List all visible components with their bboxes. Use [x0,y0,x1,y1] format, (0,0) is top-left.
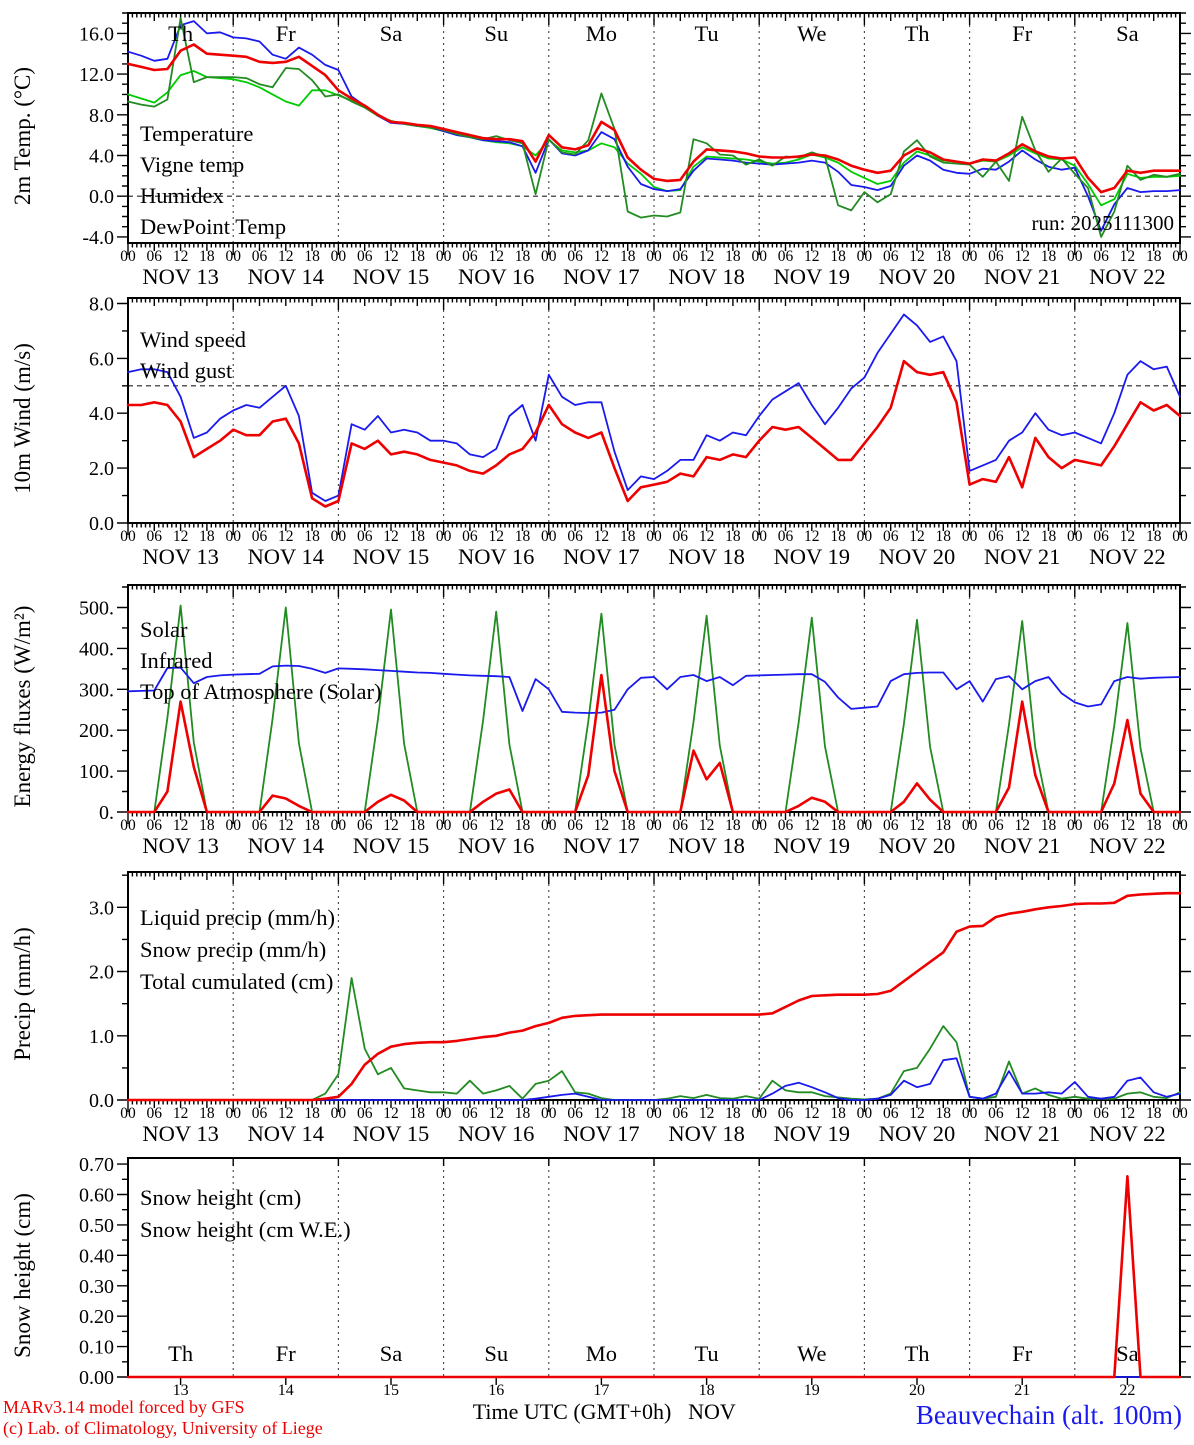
y-tick-label: 0.0 [89,1090,114,1112]
hour-label: 12 [698,1105,715,1122]
hour-label: 06 [251,248,268,265]
hour-label: 18 [409,248,426,265]
hour-label: 06 [988,817,1004,834]
hour-label: 00 [1172,528,1188,545]
hour-label: 06 [1093,528,1109,545]
hour-label: 06 [462,1105,478,1122]
hour-label: 12 [488,1105,504,1122]
hour-label: 12 [488,528,504,545]
y-tick-label: 2.0 [89,458,114,481]
hour-label: 18 [830,1105,846,1122]
hour-label: 06 [567,528,583,545]
y-axis-title-temperature: 2m Temp. (°C) [10,66,35,206]
hour-label: 12 [383,1105,399,1122]
hour-label: 18 [199,248,215,265]
hour-label: 12 [383,528,399,545]
hour-label: 00 [330,817,347,834]
date-label: NOV 21 [983,1121,1061,1146]
day-number: 14 [277,1382,294,1399]
day-number: 15 [383,1382,399,1399]
hour-label: 12 [698,528,715,545]
hour-label: 18 [725,248,741,265]
hour-label: 12 [488,817,504,834]
hour-label: 06 [777,248,794,265]
hour-label: 12 [698,817,715,834]
legend-snow-precip: Snow precip (mm/h) [140,937,327,962]
legend-wind-speed: Wind speed [140,327,246,352]
hour-label: 00 [541,1105,557,1122]
hour-label: 06 [882,817,899,834]
y-tick-label: 0.70 [79,1154,114,1177]
hour-label: 00 [856,1105,873,1122]
model-credit-line1: MARv3.14 model forced by GFS [3,1397,245,1417]
hour-label: 12 [804,817,820,834]
hour-label: 06 [462,248,478,265]
day-name: Mo [585,21,618,46]
hour-label: 00 [435,817,452,834]
hour-label: 06 [567,817,583,834]
hour-label: 00 [120,1105,136,1122]
panel-frame-wind [128,298,1180,523]
y-tick-label: 1.0 [89,1025,114,1048]
hour-label: 12 [804,248,820,265]
hour-label: 12 [383,817,399,834]
date-label: NOV 19 [773,544,851,569]
hour-label: 00 [225,817,241,834]
date-label: NOV 16 [457,264,535,289]
y-axis-title-wind: 10m Wind (m/s) [10,343,35,494]
hour-label: 06 [356,817,373,834]
y-tick-label: 12.0 [79,64,114,87]
hour-label: 18 [199,817,215,834]
legend-vigne-temp: Vigne temp [140,152,245,177]
hour-label: 12 [1014,1105,1030,1122]
y-tick-label: 400. [79,638,114,661]
hour-label: 12 [488,248,504,265]
hour-label: 00 [120,817,136,834]
date-label: NOV 16 [457,544,535,569]
hour-label: 12 [383,248,399,265]
hour-label: 06 [251,528,268,545]
day-number: 19 [803,1382,820,1399]
hour-label: 18 [619,248,636,265]
hour-label: 12 [1119,817,1136,834]
hour-label: 12 [1014,248,1030,265]
hour-label: 06 [1093,817,1109,834]
hour-label: 18 [725,817,741,834]
day-name: Fr [275,1341,296,1366]
date-label: NOV 15 [352,833,430,858]
y-tick-label: 16.0 [79,23,114,46]
hour-label: 12 [593,1105,610,1122]
y-tick-label: 8.0 [89,104,114,127]
hour-label: 18 [830,248,846,265]
hour-label: 06 [672,248,689,265]
hour-label: 06 [672,1105,689,1122]
hour-label: 06 [988,248,1004,265]
y-tick-label: 0. [99,802,114,824]
day-name: Th [904,1341,930,1366]
hour-label: 00 [541,817,557,834]
y-tick-label: 0.40 [79,1245,114,1268]
date-label: NOV 22 [1089,1121,1166,1146]
date-label: NOV 15 [352,1121,430,1146]
hour-label: 00 [120,528,136,545]
day-name: Fr [1012,1341,1033,1366]
date-label: NOV 20 [878,1121,956,1146]
hour-label: 12 [278,248,294,265]
hour-label: 00 [646,1105,662,1122]
ticks-wind [117,298,1191,535]
date-label: NOV 17 [563,544,640,569]
hour-label: 06 [251,1105,268,1122]
legend-dewpoint-temp: DewPoint Temp [140,214,287,239]
hour-label: 00 [751,248,767,265]
legend-snow-height-we: Snow height (cm W.E.) [140,1217,351,1242]
hour-label: 00 [435,528,452,545]
date-label: NOV 14 [247,544,325,569]
day-number: 16 [488,1382,505,1399]
hour-label: 00 [330,248,347,265]
hour-label: 06 [882,1105,899,1122]
y-tick-label: 6.0 [89,348,114,371]
hour-label: 18 [1040,248,1057,265]
y-tick-label: 300. [79,679,114,702]
date-label: NOV 21 [983,833,1061,858]
hour-label: 12 [278,1105,294,1122]
hour-label: 18 [1040,1105,1057,1122]
date-label: NOV 13 [142,833,219,858]
hour-label: 18 [199,1105,215,1122]
hour-label: 18 [1145,817,1162,834]
day-name: Tu [694,21,719,46]
date-label: NOV 21 [983,264,1061,289]
y-tick-label: 0.60 [79,1184,114,1207]
hour-label: 18 [514,528,531,545]
date-label: NOV 18 [668,544,745,569]
hour-label: 18 [1145,1105,1162,1122]
hour-label: 00 [856,248,873,265]
hour-label: 06 [356,528,373,545]
hour-label: 18 [199,528,215,545]
day-number: 20 [909,1382,925,1399]
y-tick-label: 0.00 [79,1367,114,1389]
station-label: Beauvechain (alt. 100m) [915,1400,1182,1430]
legend-liquid-precip: Liquid precip (mm/h) [140,905,335,930]
hour-label: 06 [882,528,899,545]
hour-label: 12 [593,528,610,545]
series-liquid-precip [128,978,1180,1100]
y-tick-label: 0.10 [79,1336,114,1359]
day-gridlines-precip [233,872,1075,1100]
date-label: NOV 17 [563,833,640,858]
date-label: NOV 22 [1089,264,1166,289]
hour-label: 12 [278,528,294,545]
hour-label: 06 [777,528,794,545]
day-name: Su [484,1341,509,1366]
day-name: Sa [379,1341,403,1366]
hour-label: 06 [146,528,163,545]
hour-label: 18 [514,817,531,834]
y-tick-label: 4.0 [89,403,114,426]
hour-label: 18 [830,817,846,834]
hour-label: 06 [146,248,163,265]
hour-label: 12 [909,817,925,834]
hour-label: 18 [830,528,846,545]
y-tick-label: 4.0 [89,145,114,168]
hour-label: 12 [909,528,925,545]
y-tick-label: 0.50 [79,1214,114,1237]
hour-label: 00 [1067,1105,1083,1122]
hour-label: 12 [172,817,189,834]
hour-label: 00 [435,248,452,265]
date-label: NOV 13 [142,264,219,289]
hour-label: 18 [409,528,426,545]
day-name: Su [484,21,509,46]
hour-label: 12 [698,248,715,265]
date-label: NOV 14 [247,264,325,289]
hour-label: 00 [961,248,978,265]
date-label: NOV 17 [563,264,640,289]
day-name: Th [168,21,194,46]
hour-label: 12 [172,1105,189,1122]
hour-label: 12 [1119,528,1136,545]
y-tick-label: 2.0 [89,961,114,984]
y-tick-label: 100. [79,761,114,784]
hour-label: 00 [225,248,241,265]
hour-label: 06 [356,1105,373,1122]
day-name: Sa [1116,21,1139,46]
hour-label: 12 [1014,817,1030,834]
day-name: Fr [275,21,296,46]
hour-label: 12 [804,528,820,545]
x-axis-title: Time UTC (GMT+0h) [472,1399,672,1424]
hour-label: 00 [541,528,557,545]
hour-label: 06 [1093,1105,1109,1122]
legend-temperature: Temperature [140,121,254,146]
date-label: NOV 15 [352,264,430,289]
hour-label: 00 [120,248,136,265]
hour-label: 00 [330,1105,347,1122]
legend-infrared: Infrared [140,648,213,673]
legend-humidex: Humidex [140,183,224,208]
legend-snow-height: Snow height (cm) [140,1185,302,1210]
hour-label: 12 [172,528,189,545]
hour-label: 06 [777,817,794,834]
hour-label: 00 [961,817,978,834]
date-label: NOV 18 [668,264,745,289]
day-name: Mo [585,1341,618,1366]
hour-label: 06 [988,528,1004,545]
legend-total-cumulated: Total cumulated (cm) [140,969,334,994]
hour-label: 06 [1093,248,1109,265]
y-tick-label: 0.30 [79,1275,114,1298]
hour-label: 00 [646,528,662,545]
hour-label: 18 [1040,817,1057,834]
date-label: NOV 20 [878,833,956,858]
legend-toa-solar: Top of Atmosphere (Solar) [140,679,382,704]
hour-label: 18 [409,1105,426,1122]
hour-label: 06 [777,1105,794,1122]
hour-label: 00 [225,1105,241,1122]
hour-label: 00 [751,528,767,545]
hour-label: 06 [988,1105,1004,1122]
hour-label: 18 [935,817,952,834]
date-label: NOV 16 [457,1121,535,1146]
day-gridlines-temperature [233,13,1075,243]
hour-label: 18 [619,817,636,834]
date-label: NOV 14 [247,1121,325,1146]
hour-label: 12 [278,817,294,834]
hour-label: 18 [514,248,531,265]
hour-label: 18 [935,528,952,545]
day-number: 22 [1119,1382,1136,1399]
hour-label: 12 [909,248,925,265]
hour-label: 00 [1067,248,1083,265]
hour-label: 00 [856,528,873,545]
y-tick-label: 0.0 [89,513,114,535]
hour-label: 06 [251,817,268,834]
hour-label: 06 [462,817,478,834]
hour-label: 00 [751,1105,767,1122]
day-gridlines-wind [233,298,1075,523]
date-label: NOV 15 [352,544,430,569]
hour-label: 06 [462,528,478,545]
hour-label: 18 [725,528,741,545]
hour-label: 12 [593,817,610,834]
hour-label: 00 [961,1105,978,1122]
date-label: NOV 19 [773,1121,851,1146]
hour-label: 12 [1119,1105,1136,1122]
hour-label: 18 [304,248,320,265]
hour-label: 12 [804,1105,820,1122]
day-name: Sa [1116,1341,1139,1366]
hour-label: 18 [935,248,952,265]
hour-label: 00 [646,248,662,265]
y-axis-title-precip: Precip (mm/h) [10,927,35,1061]
date-label: NOV 20 [878,544,956,569]
hour-label: 18 [304,817,320,834]
hour-label: 06 [882,248,899,265]
hour-label: 06 [567,1105,583,1122]
hour-label: 12 [1014,528,1030,545]
date-label: NOV 20 [878,264,956,289]
date-label: NOV 19 [773,833,851,858]
hour-label: 18 [1040,528,1057,545]
y-tick-label: -4.0 [82,226,114,249]
date-label: NOV 19 [773,264,851,289]
hour-label: 00 [961,528,978,545]
date-label: NOV 17 [563,1121,640,1146]
day-name: We [797,21,827,46]
hour-label: 00 [1172,248,1188,265]
day-name: We [797,1341,827,1366]
y-tick-label: 3.0 [89,897,114,920]
hour-label: 06 [672,817,689,834]
date-label: NOV 14 [247,833,325,858]
date-label: NOV 13 [142,1121,219,1146]
y-tick-label: 0.20 [79,1306,114,1329]
hour-label: 12 [172,248,189,265]
legend-solar: Solar [140,617,188,642]
y-axis-title-energy: Energy fluxes (W/m²) [10,605,35,808]
day-number: 17 [593,1382,610,1399]
hour-label: 18 [619,1105,636,1122]
hour-label: 06 [146,817,163,834]
run-label: run: 2025111300 [1031,211,1174,235]
day-number: 13 [172,1382,189,1399]
y-tick-label: 200. [79,720,114,743]
hour-label: 00 [225,528,241,545]
y-axis-title-snow: Snow height (cm) [10,1193,35,1358]
hour-label: 18 [619,528,636,545]
hour-label: 18 [1145,248,1162,265]
day-name: Sa [379,21,403,46]
hour-label: 06 [146,1105,163,1122]
hour-label: 12 [593,248,610,265]
day-number: 21 [1014,1382,1031,1399]
y-tick-label: 500. [79,597,114,620]
legend-wind-gust: Wind gust [140,358,233,383]
model-credit-line2: (c) Lab. of Climatology, University of Liege [3,1418,323,1438]
hour-label: 00 [330,528,347,545]
hour-label: 00 [1067,817,1083,834]
hour-label: 18 [725,1105,741,1122]
day-gridlines-snow [233,1158,1075,1377]
hour-label: 00 [1172,1105,1188,1122]
hour-label: 00 [1067,528,1083,545]
hour-label: 12 [909,1105,925,1122]
hour-label: 18 [935,1105,952,1122]
day-name: Fr [1012,21,1033,46]
day-name: Tu [694,1341,719,1366]
hour-label: 18 [1145,528,1162,545]
date-label: NOV 18 [668,833,745,858]
hour-label: 00 [646,817,662,834]
hour-label: 18 [304,528,320,545]
date-label: NOV 16 [457,833,535,858]
date-label: NOV 13 [142,544,219,569]
hour-label: 00 [541,248,557,265]
date-label: NOV 22 [1089,833,1166,858]
hour-label: 18 [514,1105,531,1122]
y-tick-label: 0.0 [89,186,114,209]
ticks-energy [117,585,1191,824]
y-tick-label: 8.0 [89,293,114,316]
hour-label: 18 [304,1105,320,1122]
date-label: NOV 18 [668,1121,745,1146]
hour-label: 12 [1119,248,1136,265]
date-label: NOV 21 [983,544,1061,569]
hour-label: 00 [856,817,873,834]
day-number: 18 [698,1382,715,1399]
hour-label: 00 [751,817,767,834]
hour-label: 00 [1172,817,1188,834]
day-name: Th [904,21,930,46]
hour-label: 06 [356,248,373,265]
hour-label: 00 [435,1105,452,1122]
hour-label: 06 [672,528,689,545]
day-name: Th [168,1341,194,1366]
date-label: NOV 22 [1089,544,1166,569]
hour-label: 06 [567,248,583,265]
hour-label: 18 [409,817,426,834]
month-label: NOV [688,1399,736,1424]
